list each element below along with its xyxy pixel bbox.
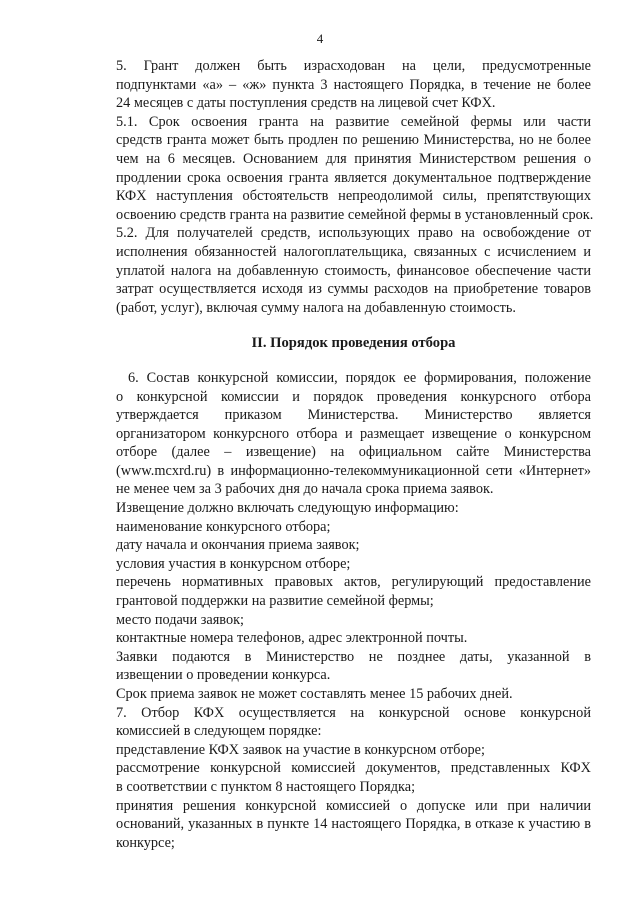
text-line: 7. Отбор КФХ осуществляется на конкурсной основе конкурсной [116, 704, 591, 721]
paragraph [116, 629, 591, 648]
text-line: продлении срока освоения гранта является документальное подтверждение [116, 169, 591, 186]
text-line: чем на 6 месяцев. Основанием для принятия Министерством решения о [116, 150, 591, 167]
text-line: средств гранта может быть продлен по решению Министерства, но не более [116, 132, 591, 149]
text-line: место подачи заявок; [116, 611, 245, 628]
text-line: конкурсе; [116, 834, 175, 851]
text-line: 5.2. Для получателей средств, использующих право на освобождение от [116, 225, 591, 242]
paragraph [116, 536, 591, 555]
text-line: условия участия в конкурсном отборе; [116, 555, 351, 572]
text-line: комиссией в следующем порядке: [116, 723, 322, 740]
page-number: 4 [316, 31, 324, 46]
text-line: принятия решения конкурсной комиссией о допуске или при наличии [116, 797, 591, 814]
text-line: уплатой налога на добавленную стоимость, финансовое обеспечение части [116, 262, 591, 279]
paragraph [116, 704, 591, 741]
paragraph [116, 369, 591, 499]
text-line: освоению средств гранта на развитие семейной фермы в установленный срок. [116, 206, 594, 223]
text-line: контактные номера телефонов, адрес электронной почты. [116, 630, 468, 647]
paragraph [116, 685, 591, 704]
document-body [116, 57, 594, 852]
text-line: организатором конкурсного отбора и размещает извещение о конкурсном [116, 425, 591, 442]
paragraph [116, 555, 591, 574]
text-line: отборе (далее – извещение) на официальном сайте Министерства [116, 444, 591, 461]
section-grant-terms [116, 57, 594, 317]
text-line: Извещение должно включать следующую информацию: [116, 500, 459, 517]
text-line: оснований, указанных в пункте 14 настоящего Порядка, в отказе к участию в [116, 816, 591, 833]
section-selection-procedure [116, 369, 591, 852]
text-line: 6. Состав конкурсной комиссии, порядок ее формирования, положение [128, 369, 591, 386]
paragraph [116, 518, 591, 537]
text-line: (работ, услуг), включая сумму налога на добавленную стоимость. [116, 299, 516, 316]
paragraph [116, 611, 591, 630]
text-line: затрат осуществляется исходя из суммы расходов на приобретение товаров [116, 281, 591, 298]
paragraph [116, 57, 591, 113]
paragraph [116, 797, 591, 853]
text-line: 5.1. Срок освоения гранта на развитие семейной фермы или части [116, 113, 591, 130]
text-line: (www.mcxrd.ru) в информационно-телекоммуникационной сети «Интернет» [116, 462, 591, 479]
text-line: 5. Грант должен быть израсходован на цели, предусмотренные [116, 58, 591, 74]
paragraph [116, 113, 594, 225]
text-line: утверждается приказом Министерства. Министерство является [116, 407, 591, 424]
paragraph [116, 573, 591, 610]
text-line: рассмотрение конкурсной комиссией документов, представленных КФХ [116, 760, 591, 777]
text-line: 24 месяцев с даты поступления средств на лицевой счет КФХ. [116, 95, 496, 112]
section-heading: II. Порядок проведения отбора [251, 335, 456, 352]
text-line: подпунктами «а» – «ж» пункта 3 настоящего Порядка, в течение не более [116, 76, 591, 93]
text-line: КФХ наступления обстоятельств непреодолимой силы, препятствующих [116, 188, 591, 205]
text-line: Срок приема заявок не может составлять менее 15 рабочих дней. [116, 686, 513, 702]
paragraph [116, 648, 591, 685]
paragraph [116, 741, 591, 760]
text-line: Заявки подаются в Министерство не позднее даты, указанной в [116, 648, 591, 665]
text-line: перечень нормативных правовых актов, регулирующий предоставление [116, 574, 591, 591]
text-line: грантовой поддержки на развитие семейной фермы; [116, 593, 434, 610]
text-line: о конкурсной комиссии и порядок проведения конкурсного отбора [116, 388, 591, 405]
paragraph [116, 759, 591, 796]
text-line: дату начала и окончания приема заявок; [116, 537, 360, 554]
text-line: в соответствии с пунктом 8 настоящего Порядка; [116, 778, 416, 795]
paragraph [116, 224, 591, 317]
text-line: не менее чем за 3 рабочих дня до начала срока приема заявок. [116, 481, 494, 498]
text-line: извещении о проведении конкурса. [116, 667, 331, 684]
text-line: представление КФХ заявок на участие в конкурсном отборе; [116, 741, 485, 758]
paragraph [116, 499, 591, 518]
text-line: исполнения обязанностей налогоплательщика, связанных с исчислением и [116, 243, 591, 260]
text-line: наименование конкурсного отбора; [116, 518, 331, 535]
